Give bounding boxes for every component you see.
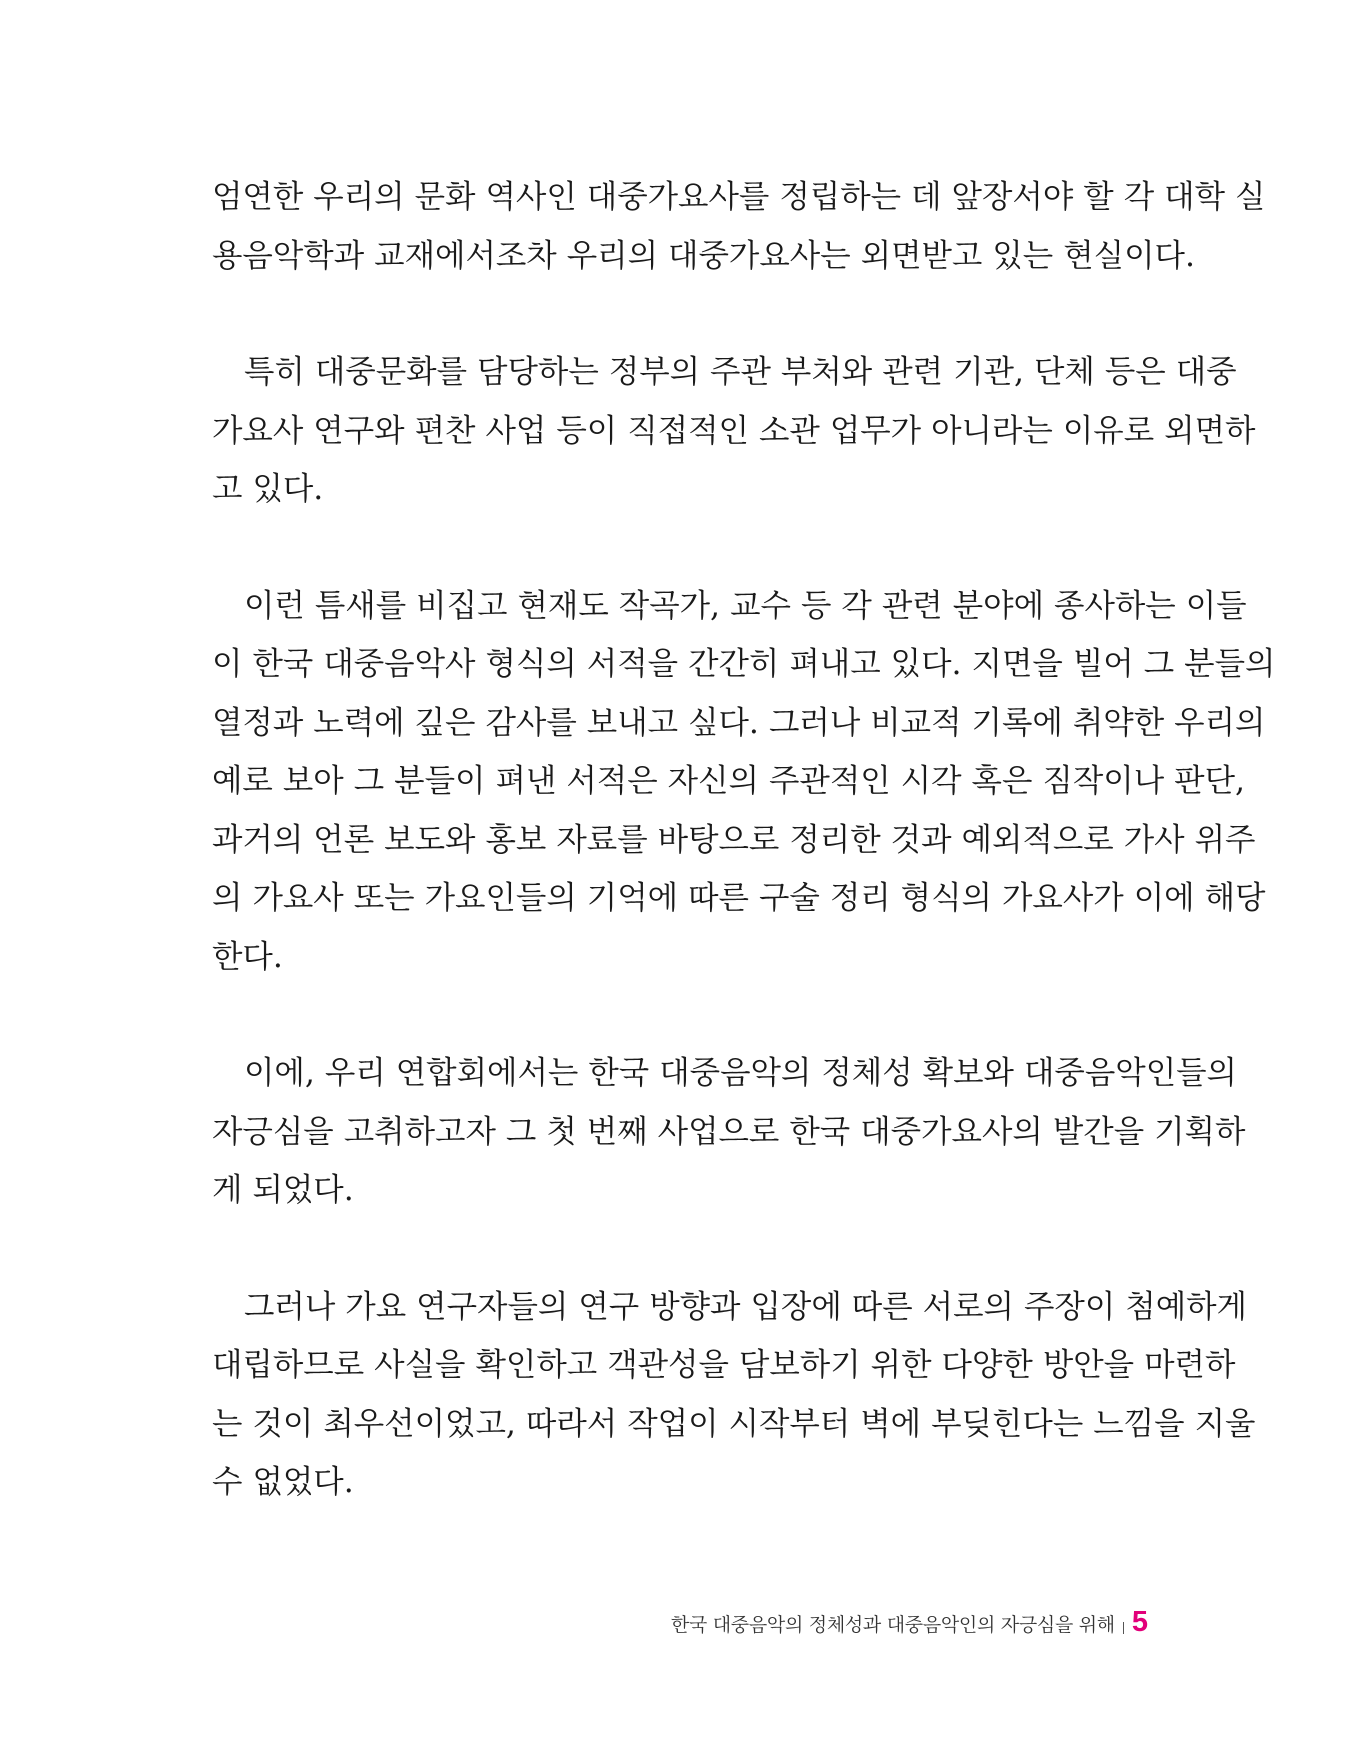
text-line: 대립하므로 사실을 확인하고 객관성을 담보하기 위한 다양한 방안을 마련하 [212,1347,1236,1383]
text-line: 예로 보아 그 분들이 펴낸 서적은 자신의 주관적인 시각 혹은 짐작이나 판단, [212,763,1246,799]
text-line: 과거의 언론 보도와 홍보 자료를 바탕으로 정리한 것과 예외적으로 가사 위주 [212,821,1256,858]
paragraph [212,577,1276,987]
text-line: 엄연한 우리의 문화 역사인 대중가요사를 정립하는 데 앞장서야 할 각 대학 실 [212,179,1266,215]
text-line: 의 가요사 또는 가요인들의 기억에 따른 구술 정리 형식의 가요사가 이에 해당 [212,880,1266,916]
page-footer [671,1598,1148,1638]
text-line: 한다. [212,938,283,975]
running-title: 한국 대중음악의 정체성과 대중음악인의 자긍심을 위해 [670,1614,1115,1636]
body-text [212,168,1276,1570]
paragraph [212,168,1266,285]
paragraph [212,343,1256,519]
text-line: 열정과 노력에 깊은 감사를 보내고 싶다. 그러나 비교적 기록에 취약한 우리의 [212,704,1266,741]
text-line: 특히 대중문화를 담당하는 정부의 주관 부처와 관련 기관, 단체 등은 대중 [244,354,1237,390]
text-line: 이에, 우리 연합회에서는 한국 대중음악의 정체성 확보와 대중음악인들의 [244,1055,1237,1091]
text-line: 가요사 연구와 편찬 사업 등이 직접적인 소관 업무가 아니라는 이유로 외면하 [212,412,1256,449]
paragraph [212,1278,1256,1512]
paragraph [212,1044,1246,1220]
text-line: 이 한국 대중음악사 형식의 서적을 간간히 펴내고 있다. 지면을 빌어 그 분들의 [212,646,1276,682]
footer-separator [1123,1622,1124,1634]
text-line: 이런 틈새를 비집고 현재도 작곡가, 교수 등 각 관련 분야에 종사하는 이들 [244,587,1247,624]
text-line: 는 것이 최우선이었고, 따라서 작업이 시작부터 벽에 부딪힌다는 느낌을 지울 [212,1405,1256,1442]
text-line: 고 있다. [212,471,324,507]
text-line: 그러나 가요 연구자들의 연구 방향과 입장에 따른 서로의 주장이 첨예하게 [244,1288,1247,1325]
text-line: 자긍심을 고취하고자 그 첫 번째 사업으로 한국 대중가요사의 발간을 기획하 [212,1113,1246,1150]
text-line: 용음악학과 교재에서조차 우리의 대중가요사는 외면받고 있는 현실이다. [212,237,1195,274]
text-line: 수 없었다. [212,1464,354,1500]
text-line: 게 되었다. [212,1172,354,1208]
page-number: 5 [1131,1606,1148,1638]
